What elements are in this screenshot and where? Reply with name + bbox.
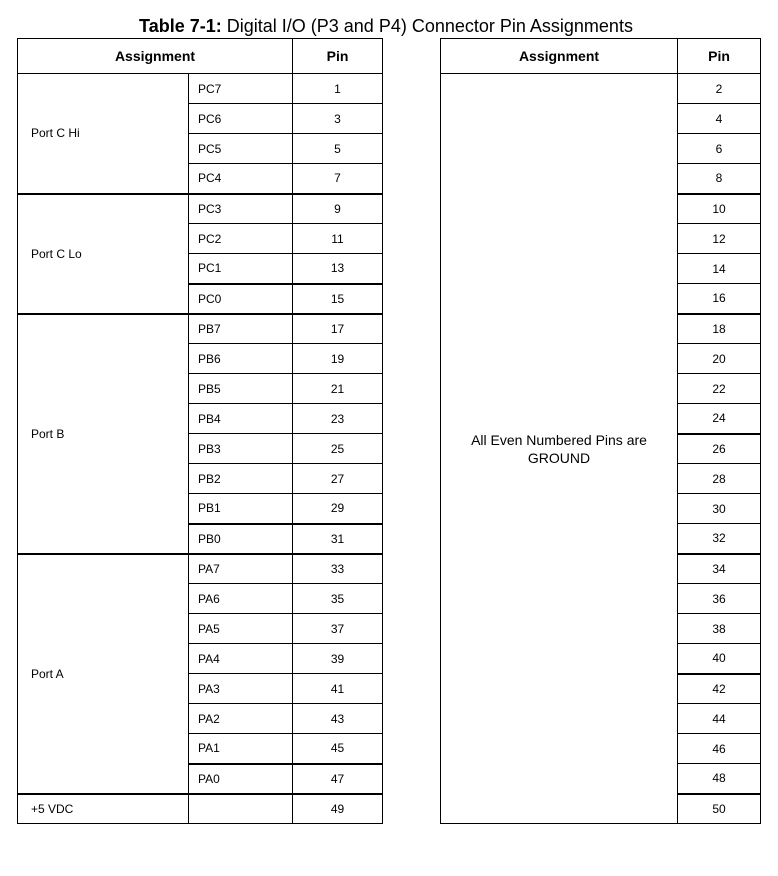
pin-number: 15	[293, 284, 383, 314]
signal-name: PC6	[189, 104, 293, 134]
signal-name: PA2	[189, 704, 293, 734]
pin-number: 49	[293, 794, 383, 824]
pin-number: 29	[293, 494, 383, 524]
pin-number: 33	[293, 554, 383, 584]
pin-number: 48	[678, 764, 761, 794]
table-caption	[0, 15, 772, 37]
pin-number: 18	[678, 314, 761, 344]
signal-name: PC3	[189, 194, 293, 224]
pin-number: 9	[293, 194, 383, 224]
pin-number: 2	[678, 74, 761, 104]
pin-number: 44	[678, 704, 761, 734]
port-group-label: Port A	[18, 554, 189, 794]
signal-name: PC2	[189, 224, 293, 254]
signal-name: PB0	[189, 524, 293, 554]
pin-header: Pin	[293, 39, 383, 74]
signal-name: PC7	[189, 74, 293, 104]
pin-number: 35	[293, 584, 383, 614]
pin-number: 40	[678, 644, 761, 674]
pin-number: 25	[293, 434, 383, 464]
signal-name: PB2	[189, 464, 293, 494]
signal-name: PB6	[189, 344, 293, 374]
signal-name: PA7	[189, 554, 293, 584]
pin-number: 12	[678, 224, 761, 254]
pin-number: 7	[293, 164, 383, 194]
pin-number: 11	[293, 224, 383, 254]
pin-number: 31	[293, 524, 383, 554]
pin-number: 41	[293, 674, 383, 704]
assignment-header: Assignment	[18, 39, 293, 74]
pin-number: 1	[293, 74, 383, 104]
port-group-label: Port C Hi	[18, 74, 189, 194]
pin-number: 47	[293, 764, 383, 794]
signal-name: PA0	[189, 764, 293, 794]
pin-number: 21	[293, 374, 383, 404]
pin-number: 5	[293, 134, 383, 164]
signal-name: PA4	[189, 644, 293, 674]
table-row	[18, 74, 383, 104]
table-row	[18, 194, 383, 224]
pin-number: 45	[293, 734, 383, 764]
pin-number: 38	[678, 614, 761, 644]
signal-name: PA1	[189, 734, 293, 764]
signal-name: PC1	[189, 254, 293, 284]
signal-name: PB4	[189, 404, 293, 434]
pin-number: 8	[678, 164, 761, 194]
odd-pins-table	[17, 38, 383, 824]
pin-number: 39	[293, 644, 383, 674]
pin-number: 26	[678, 434, 761, 464]
table-row	[18, 314, 383, 344]
even-pins-body	[441, 74, 761, 824]
caption-text: Digital I/O (P3 and P4) Connector Pin Assignments	[226, 16, 633, 36]
pin-number: 28	[678, 464, 761, 494]
pin-number: 23	[293, 404, 383, 434]
pin-header: Pin	[678, 39, 761, 74]
pin-number: 14	[678, 254, 761, 284]
pin-number: 17	[293, 314, 383, 344]
signal-name	[189, 794, 293, 824]
port-group-label: Port C Lo	[18, 194, 189, 314]
odd-pins-body	[18, 74, 383, 824]
signal-name: PC5	[189, 134, 293, 164]
pin-number: 27	[293, 464, 383, 494]
pin-number: 3	[293, 104, 383, 134]
ground-note: All Even Numbered Pins are GROUND	[441, 74, 678, 824]
signal-name: PC0	[189, 284, 293, 314]
port-group-label: Port B	[18, 314, 189, 554]
pin-number: 4	[678, 104, 761, 134]
port-group-label: +5 VDC	[18, 794, 189, 824]
assignment-header: Assignment	[441, 39, 678, 74]
pin-number: 34	[678, 554, 761, 584]
pin-number: 6	[678, 134, 761, 164]
pin-number: 50	[678, 794, 761, 824]
pin-number: 19	[293, 344, 383, 374]
table-row	[18, 554, 383, 584]
pin-number: 42	[678, 674, 761, 704]
pin-number: 46	[678, 734, 761, 764]
signal-name: PB1	[189, 494, 293, 524]
even-pins-table	[440, 38, 761, 824]
signal-name: PA3	[189, 674, 293, 704]
signal-name: PB3	[189, 434, 293, 464]
pin-number: 37	[293, 614, 383, 644]
pin-number: 16	[678, 284, 761, 314]
pin-number: 20	[678, 344, 761, 374]
signal-name: PA6	[189, 584, 293, 614]
pin-number: 22	[678, 374, 761, 404]
pin-number: 10	[678, 194, 761, 224]
table-row	[441, 74, 761, 104]
caption-label: Table 7-1:	[139, 16, 222, 36]
signal-name: PB5	[189, 374, 293, 404]
signal-name: PC4	[189, 164, 293, 194]
pin-number: 36	[678, 584, 761, 614]
pin-number: 43	[293, 704, 383, 734]
pin-number: 13	[293, 254, 383, 284]
table-row	[18, 794, 383, 824]
pin-number: 32	[678, 524, 761, 554]
signal-name: PA5	[189, 614, 293, 644]
pin-number: 24	[678, 404, 761, 434]
signal-name: PB7	[189, 314, 293, 344]
pin-number: 30	[678, 494, 761, 524]
